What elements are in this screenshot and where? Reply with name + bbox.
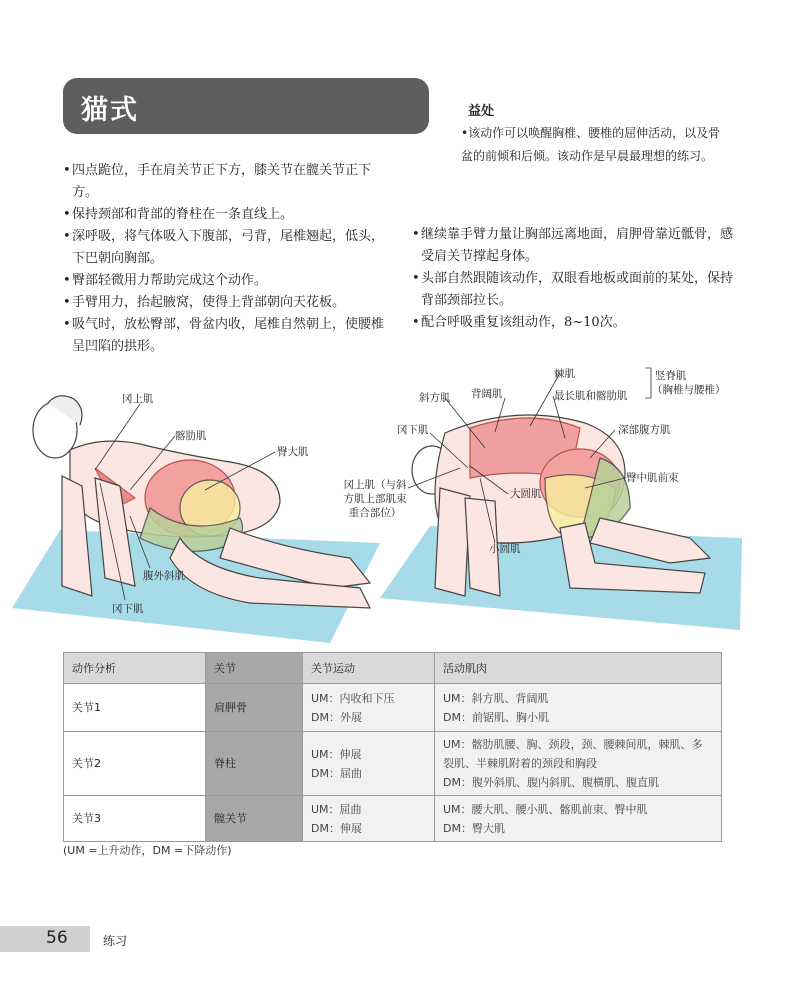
label-line: 冈上肌（与斜 bbox=[343, 479, 407, 491]
muscles-um: UM：腰大肌、腰小肌、髂肌前束、臀中肌 bbox=[443, 802, 648, 816]
motion-dm: DM：屈曲 bbox=[311, 766, 362, 780]
motion-um: UM：内收和下压 bbox=[311, 691, 395, 705]
muscles-dm: DM：腹外斜肌、腹内斜肌、腹横肌、腹直肌 bbox=[443, 776, 659, 789]
section-name: 练习 bbox=[103, 934, 128, 948]
steps-left-list bbox=[63, 160, 388, 358]
table-row bbox=[64, 732, 722, 796]
motion-dm: DM：伸展 bbox=[311, 821, 362, 835]
label-trapezius: 斜方肌 bbox=[419, 392, 451, 404]
page-title: 猫式 bbox=[81, 95, 139, 126]
motion-um: UM：伸展 bbox=[311, 747, 362, 761]
page-number: 56 bbox=[46, 928, 68, 948]
label-latissimus-dorsi: 背阔肌 bbox=[471, 388, 503, 400]
step-item: • 头部自然跟随该动作，双眼看地板或面前的某处，保持背部颈部拉长。 bbox=[412, 268, 734, 312]
row-muscles bbox=[435, 684, 722, 732]
row-name: 关节1 bbox=[64, 684, 206, 732]
muscles-um: UM：斜方肌、背阔肌 bbox=[443, 691, 549, 705]
page-number-bar bbox=[0, 926, 90, 952]
table-row bbox=[64, 796, 722, 842]
step-item: • 吸气时，放松臀部，骨盆内收，尾椎自然朝上，使腰椎呈凹陷的拱形。 bbox=[63, 314, 388, 358]
label-spinalis: 棘肌 bbox=[554, 368, 575, 380]
label-supraspinatus-right bbox=[338, 478, 412, 520]
row-muscles bbox=[435, 796, 722, 842]
step-item: • 四点跪位，手在肩关节正下方，膝关节在髋关节正下方。 bbox=[63, 160, 388, 204]
row-motion bbox=[303, 796, 435, 842]
step-item: • 深呼吸，将气体吸入下腹部，弓背，尾椎翘起，低头，下巴朝向胸部。 bbox=[63, 226, 388, 270]
benefits-heading: 益处 bbox=[468, 104, 495, 119]
label-supraspinatus-left: 冈上肌 bbox=[122, 393, 154, 405]
label-external-oblique: 腹外斜肌 bbox=[143, 570, 185, 582]
label-quadratus-lumborum: 深部腹方肌 bbox=[618, 424, 671, 436]
step-item: • 继续靠手臂力量让胸部远离地面，肩胛骨靠近骶骨，感受肩关节撑起身体。 bbox=[412, 224, 734, 268]
label-infraspinatus-right: 冈下肌 bbox=[397, 424, 429, 436]
title-banner bbox=[63, 78, 429, 134]
row-muscles bbox=[435, 732, 722, 796]
label-teres-minor: 小圆肌 bbox=[489, 543, 521, 555]
step-item: • 保持颈部和背部的脊柱在一条直线上。 bbox=[63, 204, 388, 226]
muscles-dm: DM：臀大肌 bbox=[443, 821, 505, 835]
header-joint: 关节 bbox=[206, 653, 303, 684]
label-longissimus-iliocostalis: 最长肌和髂肋肌 bbox=[554, 390, 628, 402]
label-line: 重合部位） bbox=[348, 507, 402, 519]
muscles-dm: DM：前锯肌、胸小肌 bbox=[443, 710, 549, 724]
label-infraspinatus-left: 冈下肌 bbox=[112, 603, 144, 615]
steps-right-list bbox=[412, 224, 734, 334]
row-joint: 髋关节 bbox=[206, 796, 303, 842]
row-motion bbox=[303, 684, 435, 732]
row-motion bbox=[303, 732, 435, 796]
header-motion: 关节运动 bbox=[303, 653, 435, 684]
row-name: 关节3 bbox=[64, 796, 206, 842]
table-header-row bbox=[64, 653, 722, 684]
label-iliocostalis-left: 髂肋肌 bbox=[175, 430, 207, 442]
label-gluteus-medius: 臀中肌前束 bbox=[626, 472, 679, 484]
label-teres-major: 大圆肌 bbox=[510, 488, 542, 500]
step-item: • 臀部轻微用力帮助完成这个动作。 bbox=[63, 270, 388, 292]
step-item: • 配合呼吸重复该组动作，8~10次。 bbox=[412, 312, 734, 334]
motion-dm: DM：外展 bbox=[311, 710, 362, 724]
row-joint: 脊柱 bbox=[206, 732, 303, 796]
benefits-text: •该动作可以唤醒胸椎、腰椎的屈伸活动，以及骨盆的前倾和后倾。该动作是早晨最理想的练习。 bbox=[461, 126, 721, 163]
row-joint: 肩胛骨 bbox=[206, 684, 303, 732]
step-item: • 手臂用力，抬起腋窝，使得上背部朝向天花板。 bbox=[63, 292, 388, 314]
header-analysis: 动作分析 bbox=[64, 653, 206, 684]
motion-um: UM：屈曲 bbox=[311, 802, 362, 816]
label-line: 方肌上部肌束 bbox=[343, 493, 407, 505]
label-erector-spinae: 竖脊肌 bbox=[655, 370, 687, 382]
muscles-um: UM：髂肋肌腰、胸、颈段，颈、腰棘间肌，棘肌、多裂肌、半棘肌附着的颈段和胸段 bbox=[443, 738, 703, 770]
label-erector-spinae-note: （胸椎与腰椎） bbox=[652, 384, 726, 396]
muscle-analysis-table bbox=[63, 652, 722, 842]
row-name: 关节2 bbox=[64, 732, 206, 796]
table-row bbox=[64, 684, 722, 732]
header-muscles: 活动肌肉 bbox=[435, 653, 722, 684]
label-gluteus-maximus: 臀大肌 bbox=[277, 446, 309, 458]
footnote: (UM =上升动作，DM =下降动作) bbox=[63, 844, 232, 857]
